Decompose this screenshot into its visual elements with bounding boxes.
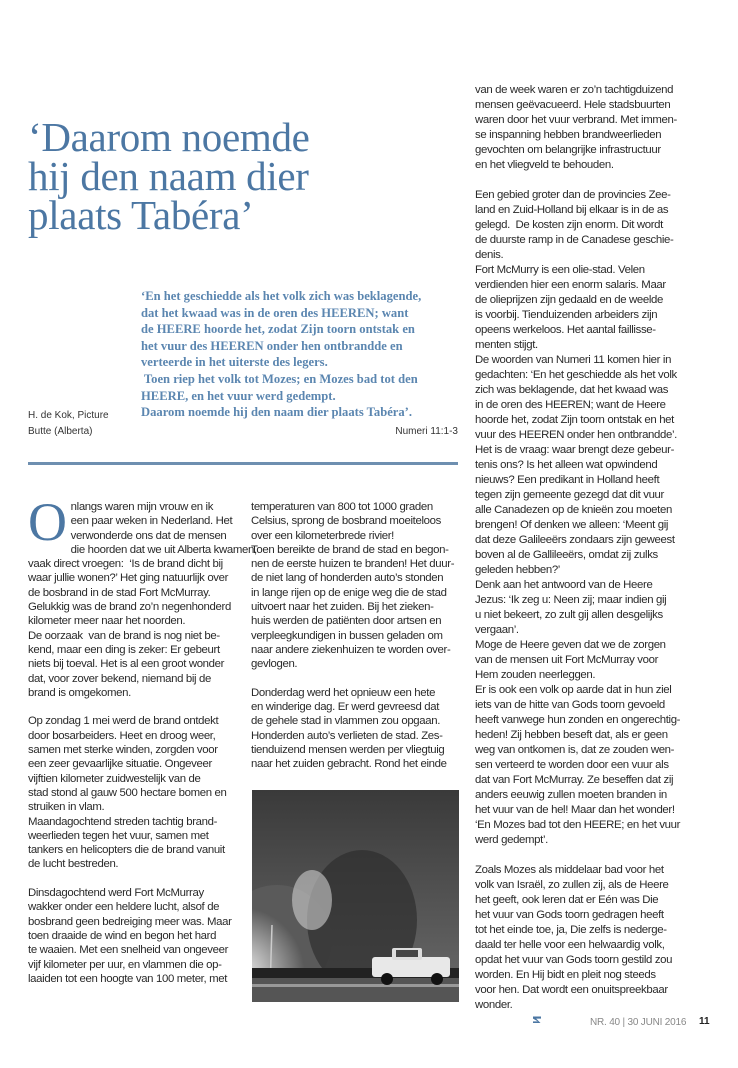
- article-title: ‘Daarom noemde hij den naam dier plaats Tabéra’: [28, 114, 310, 238]
- left-column: [28, 492, 257, 986]
- paragraph: Een gebied groter dan de provincies Zee- land en Zuid-Holland bij elkaar is in de as gelegd. De kosten zijn enorm. Dit wordt de duurste ramp in de Canadese geschie- denis. Fort McMurry is een olie-stad. Velen verdienden hier een enorm salaris. Maar de olieprijzen zijn gedaald en de weelde is voorbij. Tienduizenden arbeiders zijn opeens werkeloos. Het aantal faillisse- menten stijgt. De woorden van Numeri 11 komen hier in gedachten: ‘En het geschiedde als het volk zich was beklagende, dat het kwaad was in de oren des HEEREN; want de Heere hoorde het, zodat Zijn toorn ontstak en het vuur des HEEREN onder hen ontbrandde’. Het is de vraag: waar brengt deze gebeur- tenis ons? Is het alleen wat opwindend nieuws? Een predikant in Holland heeft tegen zijn gemeente gezegd dat dit vuur alle Canadezen op de knieën zou moeten brengen! Of denken we alleen: ‘Meent gij dat deze Galileeërs zondaars zijn geweest boven al de Gallileeërs, omdat zij zulks geleden hebben?’ Denk aan het antwoord van de Heere Jezus: ‘Ik zeg u: Neen zij; maar indien gij u niet bekeert, zo zult gij allen desgelijks vergaan’. Moge de Heere geven dat we de zorgen van de mensen uit Fort McMurray voor Hem zouden neerleggen. Er is ook een volk op aarde dat in hun ziel iets van de hitte van Gods toorn gevoeld heeft vanwege hun zonden en ongerechtig- heden! Zij hebben beseft dat, als er geen weg van ontkomen is, dat ze zouden wen- sen verteerd te worden door een vuur als dat van Fort McMurray. Ze beseffen dat zij anders eeuwig zullen moeten branden in het vuur van de hel! Maar dan het wonder! ‘En Mozes bad tot den HEERE; en het vuur werd gedempt’.: [475, 189, 681, 846]
- drop-cap: O: [28, 492, 67, 552]
- page-number: 11: [699, 1016, 710, 1027]
- author-byline: H. de Kok, Picture Butte (Alberta): [28, 410, 109, 437]
- right-column: [475, 83, 720, 1028]
- middle-column: [251, 500, 461, 772]
- paragraph: Zoals Mozes als middelaar bad voor het volk van Israël, zo zullen zij, als de Heere het geeft, ook leren dat er Eén was Die het vuur van Gods toorn gedragen heeft tot het einde toe, ja, Die zelfs is nederge- daald ter helle voor een helwaardig volk, opdat het vuur van Gods toorn gestild zou worden. En Hij bidt en pleit nog steeds voor hen. Dat wordt een onuitspreekbaar wonder.: [475, 864, 673, 1011]
- paragraph: temperaturen van 800 tot 1000 graden Celsius, sprong de bosbrand moeiteloos over een kilometerbrede rivier! Toen bereikte de brand de stad en begon- nen de eerste huizen te branden! Het duur- de niet lang of honderden auto’s stonden in lange rijen op de enige weg die de stad uitvoert naar het zuiden. Bij het zieken- huis werden de patiënten door artsen en verpleegkundigen in bussen geladen om naar andere ziekenhuizen te worden over- gevlogen.: [251, 501, 455, 671]
- issue-info: NR. 40 | 30 JUNI 2016: [590, 1017, 687, 1028]
- paragraph: Op zondag 1 mei werd de brand ontdekt door bosarbeiders. Heet en droog weer, samen met sterke winden, zorgden voor een zeer gevaarlijke situatie. Ongeveer vijftien kilometer zuidwestelijk van de stad stond al gauw 500 hectare bomen en struiken in vlam. Maandagochtend streden tachtig brand- weerlieden tegen het vuur, samen met tankers en helicopters die de brand vanuit de lucht bestreden.: [28, 715, 227, 871]
- wildfire-smoke-image: [252, 790, 459, 1002]
- paragraph: van de week waren er zo’n tachtigduizend mensen geëvacueerd. Hele stadsbuurten waren door het vuur verbrand. Met immen- se inspanning hebben brandweerlieden gevochten om belangrijke infrastructuur en het vliegveld te behouden.: [475, 84, 677, 171]
- end-mark-icon: [533, 1016, 541, 1023]
- bible-quote: ‘En het geschiedde als het volk zich was beklagende, dat het kwaad was in de oren des HEEREN; want de HEERE hoorde het, zodat Zijn toorn ontstak en het vuur des HEEREN onder hen ontbrandde en verteerde in het uiterste des legers. Toen riep het volk tot Mozes; en Mozes bad tot den HEERE, en het vuur werd gedempt. Daarom noemde hij den naam dier plaats Tabéra’.: [141, 289, 422, 420]
- paragraph: Dinsdagochtend werd Fort McMurray wakker onder een heldere lucht, alsof de bosbrand geen bedreiging meer was. Maar toen draaide de wind en begon het hard te waaien. Met een snelheid van ongeveer vijf kilometer per uur, en vlammen die op- laaiden tot een hoogte van 100 meter, met: [28, 887, 232, 985]
- divider: [28, 462, 458, 465]
- paragraph: nlangs waren mijn vrouw en ik een paar weken in Nederland. Het verwonderde ons dat de mensen die hoorden dat we uit Alberta kwamen, vaak direct vroegen: ‘Is de brand dicht bij waar jullie wonen?’ Het ging natuurlijk over de bosbrand in de stad Fort McMurray. Gelukkig was de brand zo’n negenhonderd kilometer meer naar het noorden. De oorzaak van de brand is nog niet be- kend, maar een ding is zeker: Er gebeurt niets bij toeval. Het is al een groot wonder dat, voor zover bekend, niemand bij de brand is omgekomen.: [28, 501, 257, 699]
- wildfire-photo: [252, 790, 459, 1002]
- paragraph: Donderdag werd het opnieuw een hete en winderige dag. Er werd gevreesd dat de gehele stad in vlammen zou opgaan. Honderden auto’s verlieten de stad. Zes- tienduizend mensen werden per vliegtuig naar het zuiden gebracht. Rond het einde: [251, 686, 447, 771]
- quote-reference: Numeri 11:1-3: [395, 426, 458, 437]
